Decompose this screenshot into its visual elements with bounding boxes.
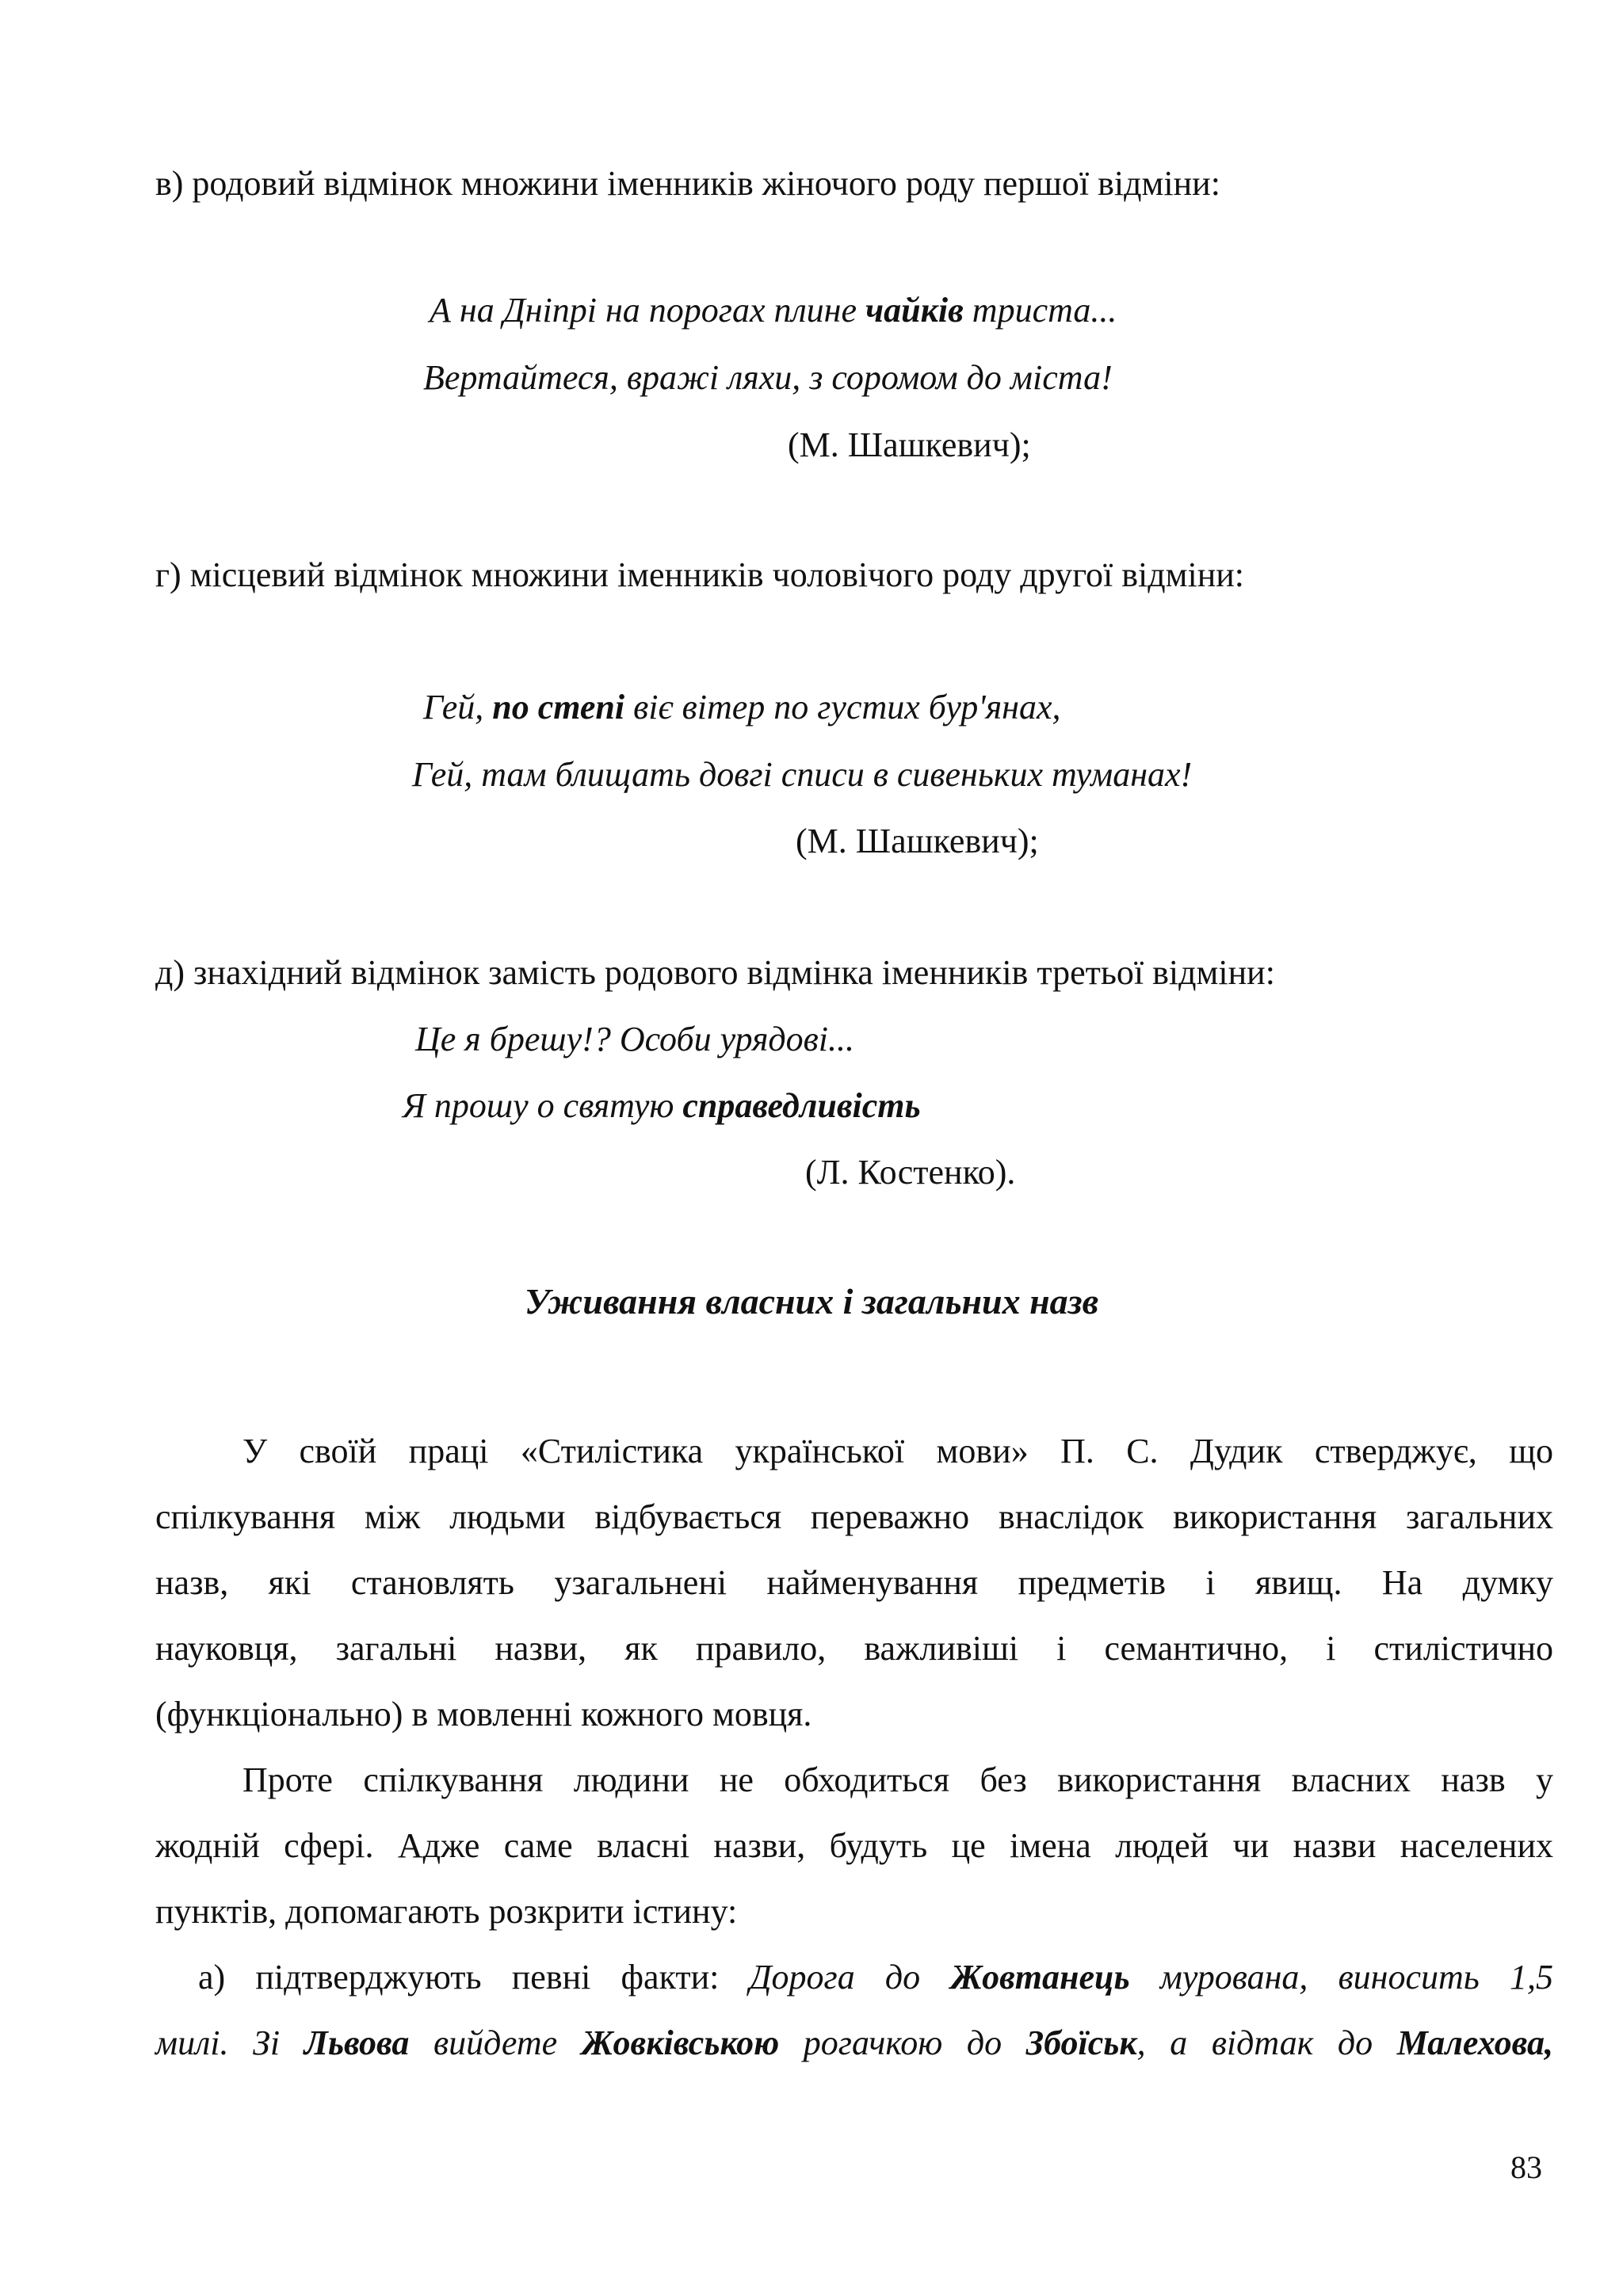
paragraph-line: назв, які становлять узагальнені найменування предметів і явищ. На думку	[155, 1563, 1553, 1602]
verse-text: триста...	[963, 291, 1117, 330]
paragraph-line: науковця, загальні назви, як правило, важливіші і семантично, і стилістично	[155, 1629, 1553, 1668]
place-name: Жовківською	[581, 2023, 780, 2062]
item-a-line	[198, 1960, 1553, 1995]
verse-bold-word: справедливість	[682, 1086, 921, 1125]
example-text: Дорога до	[749, 1958, 951, 1997]
paragraph-line: спілкування між людьми відбувається переважно внаслідок використання загальних	[155, 1497, 1553, 1536]
paragraph-line: У своїй праці «Стилістика української мови» П. С. Дудик стверджує, що	[242, 1432, 1553, 1470]
place-name: Збоїськ	[1025, 2023, 1137, 2062]
item-a-text: а) підтверджують певні факти:	[198, 1958, 750, 1997]
paragraph-line: пунктів, допомагають розкрити істину:	[155, 1892, 738, 1931]
example-text: мурована, виносить 1,5	[1129, 1958, 1553, 1997]
item-a-line	[155, 2023, 1554, 2062]
verse-bold-word: по степі	[492, 688, 625, 727]
item-v-intro: в) родовий відмінок множини іменників жіночого роду першої відміни:	[155, 164, 1220, 203]
paragraph-line: (функціонально) в мовленні кожного мовця.	[155, 1695, 812, 1733]
verse-text: Гей,	[423, 688, 493, 727]
verse-line	[403, 1086, 921, 1125]
attribution: (М. Шашкевич);	[788, 425, 1031, 464]
verse-line: Гей, там блищать довгі списи в сивеньких туманах!	[412, 755, 1193, 794]
place-name: Малехова,	[1396, 2023, 1554, 2062]
verse-text: Я прошу о святую	[403, 1086, 683, 1125]
verse-bold-word: чайків	[865, 291, 964, 330]
paragraph-line: жодній сфері. Адже саме власні назви, будуть це імена людей чи назви населених	[155, 1826, 1553, 1865]
verse-line: Вертайтеся, вражі ляхи, з соромом до міста!	[423, 358, 1113, 397]
verse-line	[430, 293, 1117, 328]
place-name: Жовтанець	[950, 1958, 1130, 1997]
verse-text: А на Дніпрі на порогах плине	[430, 291, 866, 330]
item-d-intro: д) знахідний відмінок замість родового відмінка іменників третьої відміни:	[155, 953, 1275, 992]
page-number: 83	[1510, 2149, 1542, 2185]
verse-text: віє вітер по густих бур'янах,	[624, 688, 1061, 727]
attribution: (М. Шашкевич);	[796, 822, 1039, 860]
verse-line: Це я брешу!? Особи урядові...	[415, 1020, 854, 1058]
example-text: , а відтак до	[1136, 2023, 1397, 2062]
example-text: милі. Зі	[155, 2023, 304, 2062]
example-text: рогачкою до	[779, 2023, 1026, 2062]
item-h-intro: г) місцевий відмінок множини іменників чоловічого роду другої відміни:	[155, 555, 1245, 594]
verse-line	[423, 690, 1061, 725]
paragraph-line: Проте спілкування людини не обходиться без використання власних назв у	[242, 1760, 1553, 1799]
example-text: вийдете	[409, 2023, 582, 2062]
section-heading: Уживання власних і загальних назв	[524, 1281, 1099, 1322]
attribution: (Л. Костенко).	[805, 1153, 1016, 1192]
place-name: Львова	[304, 2023, 410, 2062]
